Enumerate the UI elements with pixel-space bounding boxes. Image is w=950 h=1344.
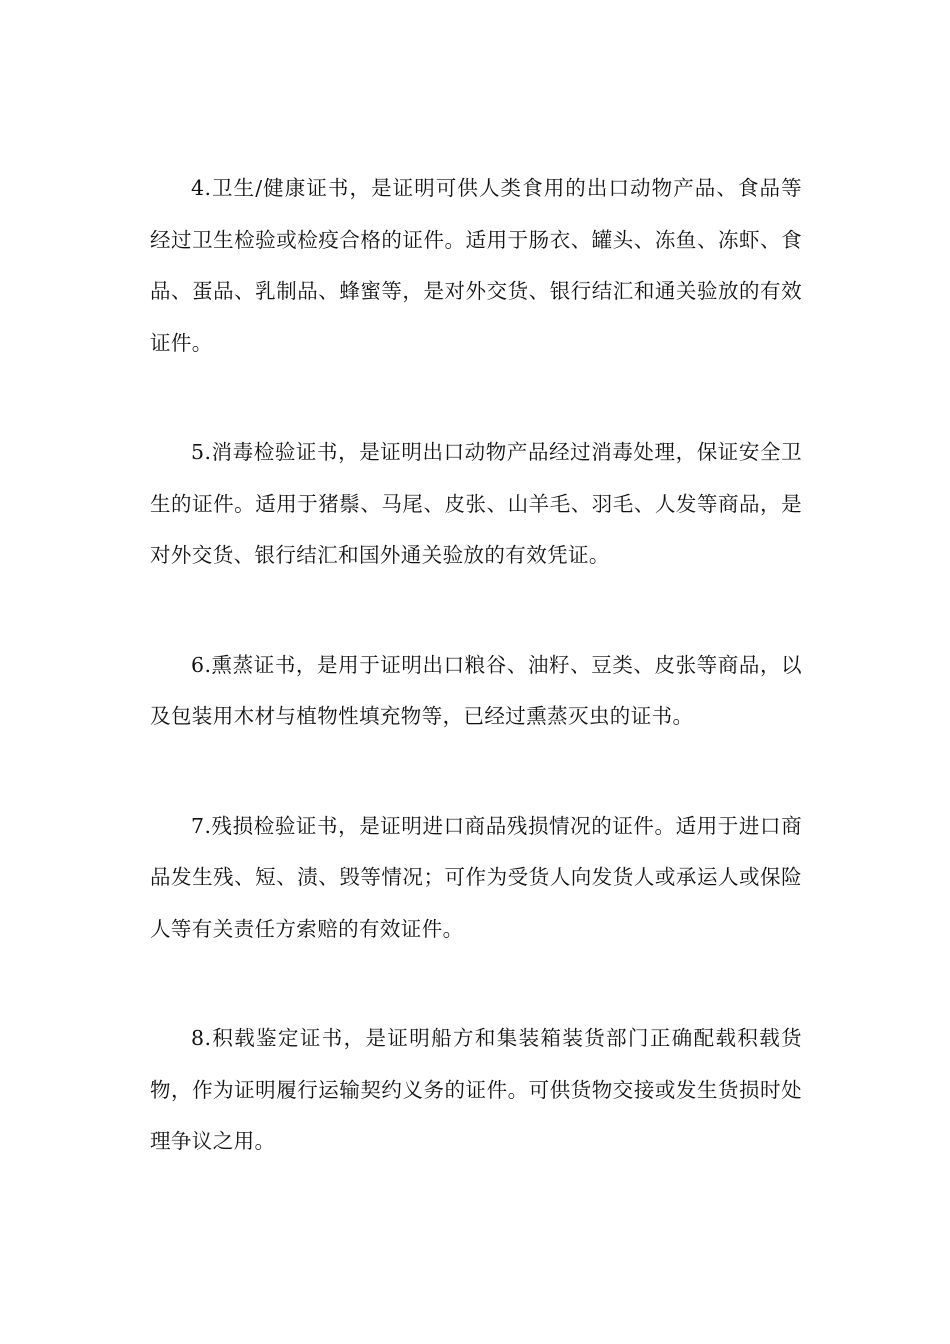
document-body [150,163,802,1226]
paragraph-disinfection-certificate: 5.消毒检验证书，是证明出口动物产品经过消毒处理，保证安全卫生的证件。适用于猪鬃、马尾、皮张、山羊毛、羽毛、人发等商品，是对外交货、银行结汇和国外通关验放的有效凭证。 [150,440,802,567]
paragraph-health-certificate: 4.卫生/健康证书，是证明可供人类食用的出口动物产品、食品等经过卫生检验或检疫合格的证件。适用于肠衣、罐头、冻鱼、冻虾、食品、蛋品、乳制品、蜂蜜等，是对外交货、银行结汇和通关验放的有效证件。 [150,176,802,355]
paragraph-fumigation-certificate: 6.熏蒸证书，是用于证明出口粮谷、油籽、豆类、皮张等商品，以及包装用木材与植物性填充物等，已经过熏蒸灭虫的证书。 [150,652,802,728]
paragraph-stowage-certificate: 8.积载鉴定证书，是证明船方和集装箱装货部门正确配载积载货物，作为证明履行运输契约义务的证件。可供货物交接或发生货损时处理争议之用。 [150,1026,802,1153]
paragraph-damage-certificate: 7.残损检验证书，是证明进口商品残损情况的证件。适用于进口商品发生残、短、渍、毁等情况；可作为受货人向发货人或承运人或保险人等有关责任方索赔的有效证件。 [150,813,802,941]
